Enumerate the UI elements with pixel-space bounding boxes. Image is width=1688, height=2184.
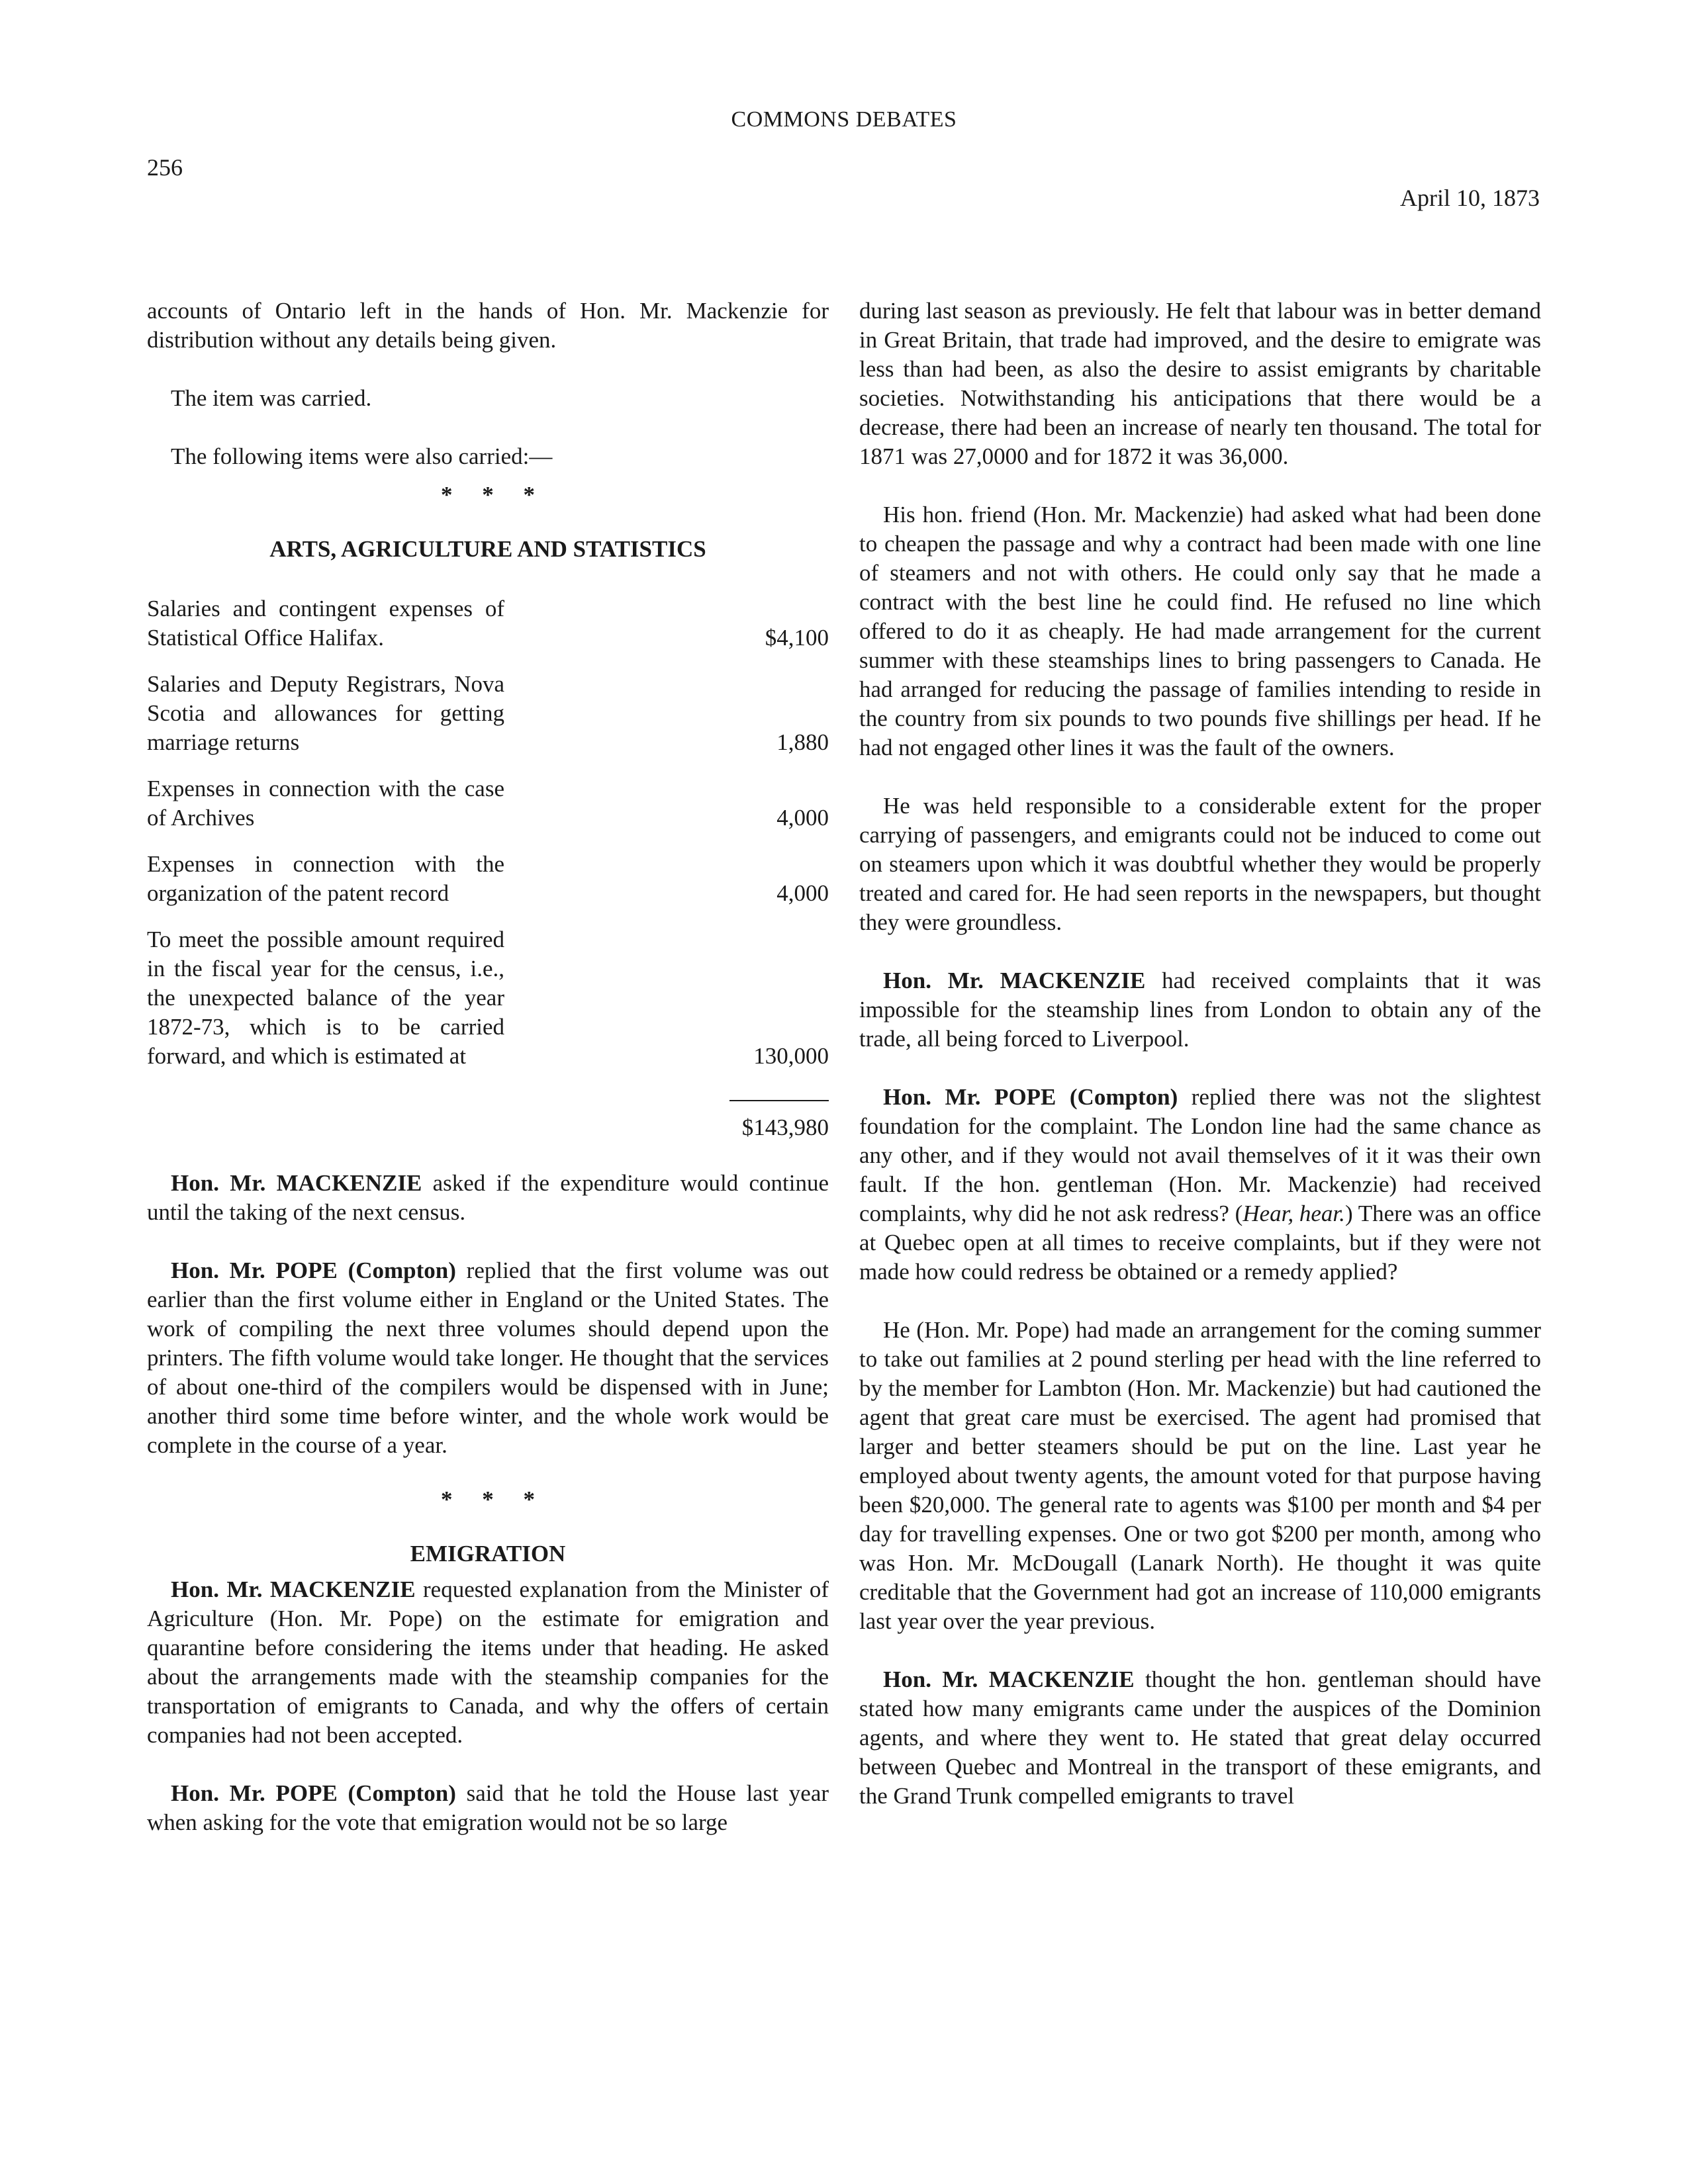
paragraph-following-items: The following items were also carried:— [171,443,553,469]
speech-text: thought the hon. gentleman should have stated how many emigrants came under the auspices of the Dominion agents, and where they went to. He stated that great delay occurred between Quebec and Montreal in the transport of these emigrants, and the Grand Trunk compelled emigrants to travel [859,1666,1542,1809]
speech-pope-census [147,1256,829,1460]
estimate-total: $143,980 [741,1115,829,1140]
estimate-item [147,925,829,1071]
speech-text: had received complaints that it was impossible for the steamship lines from London to obtain any of the trade, all being forced to Liverpool. [859,968,1541,1052]
paragraph-passenger-care: He was held responsible to a considerable extent for the proper carrying of passengers, and emigrants could not be induced to come out on steamers upon which it was doubtful whether they would be properly treated and cared for. He had seen reports in the newspapers, but thought they were groundless. [859,793,1541,935]
section-separator-stars: * * * [441,482,547,508]
estimate-item-description: Salaries and Deputy Registrars, Nova Scotia and allowances for getting marriage returns [147,671,504,755]
paragraph-agents: He (Hon. Mr. Pope) had made an arrangement for the coming summer to take out families at 2 pound sterling per head with the line referred to by the member for Lambton (Hon. Mr. Mackenzie) but had cautioned the agent that great care must be exercised. The agent had promised that larger and better steamers should be put on the line. Last year he employed about twenty agents, the amount voted for that purpose having been $20,000. The general rate to agents was $100 per month and $4 per day for travelling expenses. One or two got $200 per month, among who was Hon. Mr. McDougall (Lanark North). He thought it was quite creditable that the Government had got an increase of 110,000 emigrants last year over the year previous. [859,1317,1541,1634]
estimate-item-amount: 4,000 [776,805,829,831]
speaker-name: Hon. Mr. POPE (Compton) [171,1257,456,1283]
speech-mackenzie-agents [859,1665,1541,1811]
section-separator-stars: * * * [441,1486,547,1512]
speech-mackenzie-emigration [147,1575,829,1750]
section-heading-arts: ARTS, AGRICULTURE AND STATISTICS [269,536,706,562]
estimate-item [147,850,829,908]
page-number: 256 [147,154,183,181]
estimate-item-amount: 1,880 [776,729,829,755]
speech-text: requested explanation from the Minister of Agriculture (Hon. Mr. Pope) on the estimate for emigration and quarantine before considering the items under that heading. He asked about the arrangements made with the steamship companies for the transportation of emigrants to Canada, and why the offers of certain companies had not been accepted. [147,1576,829,1748]
speech-text: asked if the expenditure would continue until the taking of the next census. [147,1170,829,1225]
estimate-item [147,594,829,653]
speaker-name: Hon. Mr. MACKENZIE [883,968,1146,993]
estimate-item-amount: 4,000 [776,880,829,906]
speech-interjection: Hear, hear. [1243,1201,1345,1226]
estimate-items-list [147,594,829,1071]
estimate-item-description: Expenses in connection with the organization of the patent record [147,851,504,906]
speaker-name: Hon. Mr. POPE (Compton) [171,1780,456,1806]
speech-mackenzie-complaints [859,966,1541,1054]
speech-text: ) There was an office at Quebec open at all times to receive complaints, but if they were not made how could redress be obtained or a remedy applied? [859,1201,1542,1285]
paragraph-continued: accounts of Ontario left in the hands of Hon. Mr. Mackenzie for distribution without any details being given. [147,298,829,353]
estimate-item-description: Salaries and contingent expenses of Statistical Office Halifax. [147,596,504,651]
speaker-name: Hon. Mr. MACKENZIE [883,1666,1135,1692]
speech-pope-emigration [147,1779,829,1837]
speaker-name: Hon. Mr. MACKENZIE [171,1576,416,1602]
speech-pope-complaints [859,1083,1541,1287]
section-heading-emigration: EMIGRATION [410,1541,566,1567]
estimate-item-amount: $4,100 [765,625,829,651]
estimate-item-amount: 130,000 [753,1043,829,1069]
speech-text: said that he told the House last year when asking for the vote that emigration would not be so large [147,1780,829,1835]
paragraph-item-carried: The item was carried. [171,385,372,411]
speech-text: replied that the first volume was out earlier than the first volume either in England or the United States. The work of compiling the next three volumes should depend upon the printers. The fifth volume would take longer. He thought that the services of about one-third of the compilers would be dispensed with in June; another third some time before winter, and the whole work would be complete in the course of a year. [147,1257,829,1458]
speech-text: replied there was not the slightest foundation for the complaint. The London line had the same chance as any other, and if they would not avail themselves of it it was their own fault. If the hon. gentleman (Hon. Mr. Mackenzie) had received complaints, why did he not ask redress? ( [859,1084,1542,1226]
speaker-name: Hon. Mr. POPE (Compton) [883,1084,1178,1110]
estimate-item [147,774,829,833]
estimate-item-description: To meet the possible amount required in the fiscal year for the census, i.e., the unexpected balance of the year 1872-73, which is to be carried forward, and which is estimated at [147,927,504,1069]
right-column [859,296,1541,1811]
paragraph-emigration-numbers: during last season as previously. He felt that labour was in better demand in Great Britain, that trade had improved, and the desire to emigrate was less than had been, as also the desire to assist emigrants by charitable societies. Notwithstanding his anticipations that there would be a decrease, there had been an increase of nearly ten thousand. The total for 1871 was 27,0000 and for 1872 it was 36,000. [859,298,1541,469]
total-rule [729,1100,829,1101]
speech-mackenzie-census [147,1169,829,1227]
paragraph-passage-contract: His hon. friend (Hon. Mr. Mackenzie) had asked what had been done to cheapen the passage and why a contract had been made with one line of steamers and not with others. He could only say that he made a contract with the best line he could find. He refused no line which offered to do it as cheaply. He had made arrangement for the current summer with these steamships lines to bring passengers to Canada. He had arranged for reducing the passage of families intending to reside in the country from six pounds to two pounds five shillings per head. If he had not engaged other lines it was the fault of the owners. [859,502,1541,760]
estimate-item-description: Expenses in connection with the case of Archives [147,776,504,831]
page-date: April 10, 1873 [1400,185,1540,211]
estimate-item [147,670,829,757]
running-head: COMMONS DEBATES [731,107,957,132]
left-column [147,296,829,1837]
speaker-name: Hon. Mr. MACKENZIE [171,1170,422,1196]
